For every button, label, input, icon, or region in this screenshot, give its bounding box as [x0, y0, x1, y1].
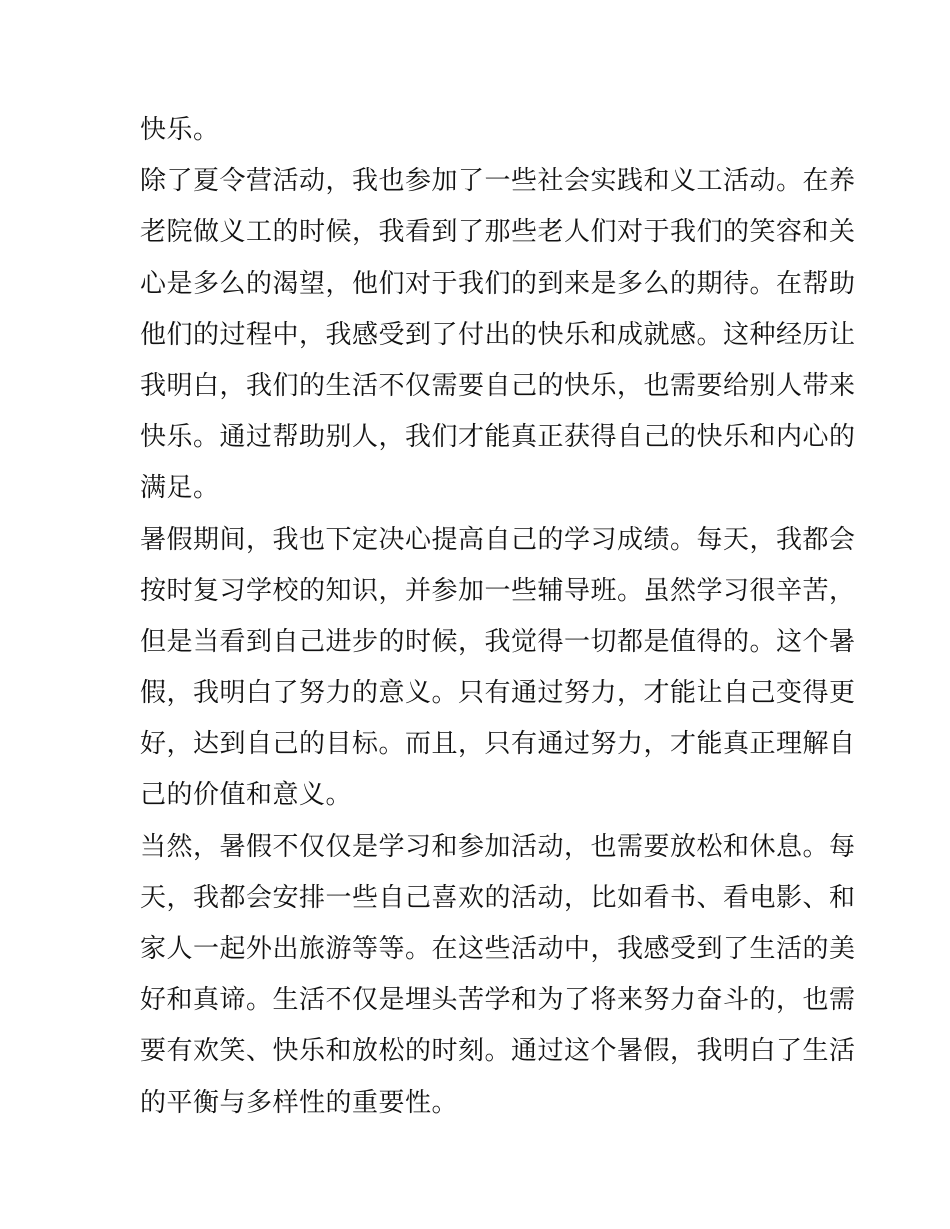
text-line: 好，达到自己的目标。而且，只有通过努力，才能真正理解自 [140, 729, 856, 760]
text-line: 当然，暑假不仅仅是学习和参加活动，也需要放松和休息。每 [140, 831, 856, 862]
text-line: 好和真谛。生活不仅是埋头苦学和为了将来努力奋斗的，也需 [140, 985, 856, 1016]
text-line: 的平衡与多样性的重要性。 [140, 1087, 459, 1118]
text-line: 快乐。 [140, 115, 220, 145]
document-page [140, 109, 856, 1133]
text-line: 满足。 [140, 473, 220, 504]
text-line: 但是当看到自己进步的时候，我觉得一切都是值得的。这个暑 [140, 626, 856, 657]
text-line: 天，我都会安排一些自己喜欢的活动，比如看书、看电影、和 [140, 882, 856, 913]
text-line: 除了夏令营活动，我也参加了一些社会实践和义工活动。在养 [140, 166, 856, 197]
text-line: 老院做义工的时候，我看到了那些老人们对于我们的笑容和关 [140, 217, 856, 248]
text-line: 家人一起外出旅游等等。在这些活动中，我感受到了生活的美 [140, 934, 856, 964]
text-line: 快乐。通过帮助别人，我们才能真正获得自己的快乐和内心的 [140, 422, 856, 453]
text-line: 假，我明白了努力的意义。只有通过努力，才能让自己变得更 [140, 678, 856, 709]
text-line: 要有欢笑、快乐和放松的时刻。通过这个暑假，我明白了生活 [140, 1036, 856, 1067]
text-line: 心是多么的渴望，他们对于我们的到来是多么的期待。在帮助 [140, 268, 856, 299]
text-line: 我明白，我们的生活不仅需要自己的快乐，也需要给别人带来 [140, 370, 856, 401]
text-line: 他们的过程中，我感受到了付出的快乐和成就感。这种经历让 [140, 319, 856, 350]
text-line: 己的价值和意义。 [140, 780, 353, 811]
text-line: 按时复习学校的知识，并参加一些辅导班。虽然学习很辛苦， [140, 575, 856, 606]
text-line: 暑假期间，我也下定决心提高自己的学习成绩。每天，我都会 [140, 524, 856, 555]
